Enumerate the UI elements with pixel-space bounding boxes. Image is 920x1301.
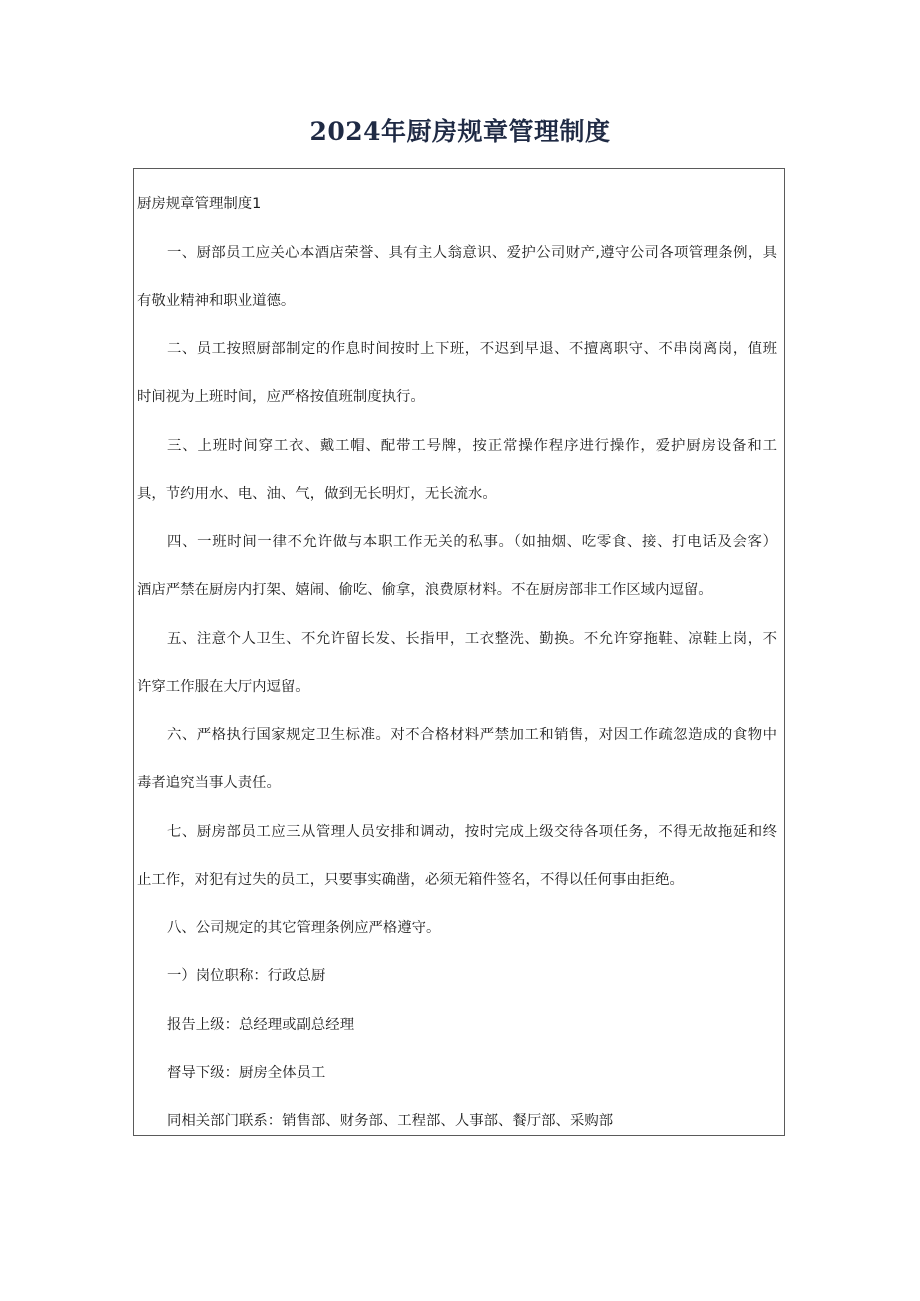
paragraph-line: 报告上级：总经理或副总经理 bbox=[167, 1017, 355, 1033]
paragraph-line: 一）岗位职称：行政总厨 bbox=[167, 968, 326, 984]
document-title: 2024年厨房规章管理制度 bbox=[309, 117, 611, 146]
content-box bbox=[133, 168, 785, 1136]
paragraph-line: 八、公司规定的其它管理条例应严格遵守。 bbox=[167, 920, 441, 936]
paragraph-line: 六、严格执行国家规定卫生标准。对不合格材料严禁加工和销售，对因工作疏忽造成的食物中 bbox=[167, 727, 777, 743]
paragraph-line: 三、上班时间穿工衣、戴工帽、配带工号牌，按正常操作程序进行操作，爱护厨房设备和工 bbox=[167, 438, 777, 454]
paragraph-line: 酒店严禁在厨房内打架、嬉闹、偷吃、偷拿，浪费原材料。不在厨房部非工作区域内逗留。 bbox=[137, 582, 713, 598]
paragraph-line: 督导下级：厨房全体员工 bbox=[167, 1065, 326, 1081]
section-heading: 厨房规章管理制度1 bbox=[137, 196, 262, 212]
paragraph-line: 有敬业精神和职业道德。 bbox=[137, 293, 296, 309]
paragraph-line: 同相关部门联系：销售部、财务部、工程部、人事部、餐厅部、采购部 bbox=[167, 1113, 614, 1129]
paragraph-line: 一、厨部员工应关心本酒店荣誉、具有主人翁意识、爱护公司财产,遵守公司各项管理条例，具 bbox=[167, 245, 777, 261]
paragraph-line: 止工作，对犯有过失的员工，只要事实确凿，必须无箱件签名，不得以任何事由拒绝。 bbox=[137, 872, 684, 888]
paragraph-line: 二、员工按照厨部制定的作息时间按时上下班，不迟到早退、不擅离职守、不串岗离岗，值班 bbox=[167, 341, 777, 357]
paragraph-line: 许穿工作服在大厅内逗留。 bbox=[137, 679, 310, 695]
paragraph-line: 四、一班时间一律不允许做与本职工作无关的私事。（如抽烟、吃零食、接、打电话及会客） bbox=[167, 534, 777, 550]
paragraph-line: 具，节约用水、电、油、气，做到无长明灯，无长流水。 bbox=[137, 486, 497, 502]
paragraph-line: 七、厨房部员工应三从管理人员安排和调动，按时完成上级交待各项任务，不得无故拖延和终 bbox=[167, 824, 777, 840]
paragraph-line: 毒者追究当事人责任。 bbox=[137, 775, 281, 791]
paragraph-line: 五、注意个人卫生、不允许留长发、长指甲，工衣整洗、勤换。不允许穿拖鞋、凉鞋上岗，不 bbox=[167, 631, 777, 647]
paragraph-line: 时间视为上班时间，应严格按值班制度执行。 bbox=[137, 389, 425, 405]
